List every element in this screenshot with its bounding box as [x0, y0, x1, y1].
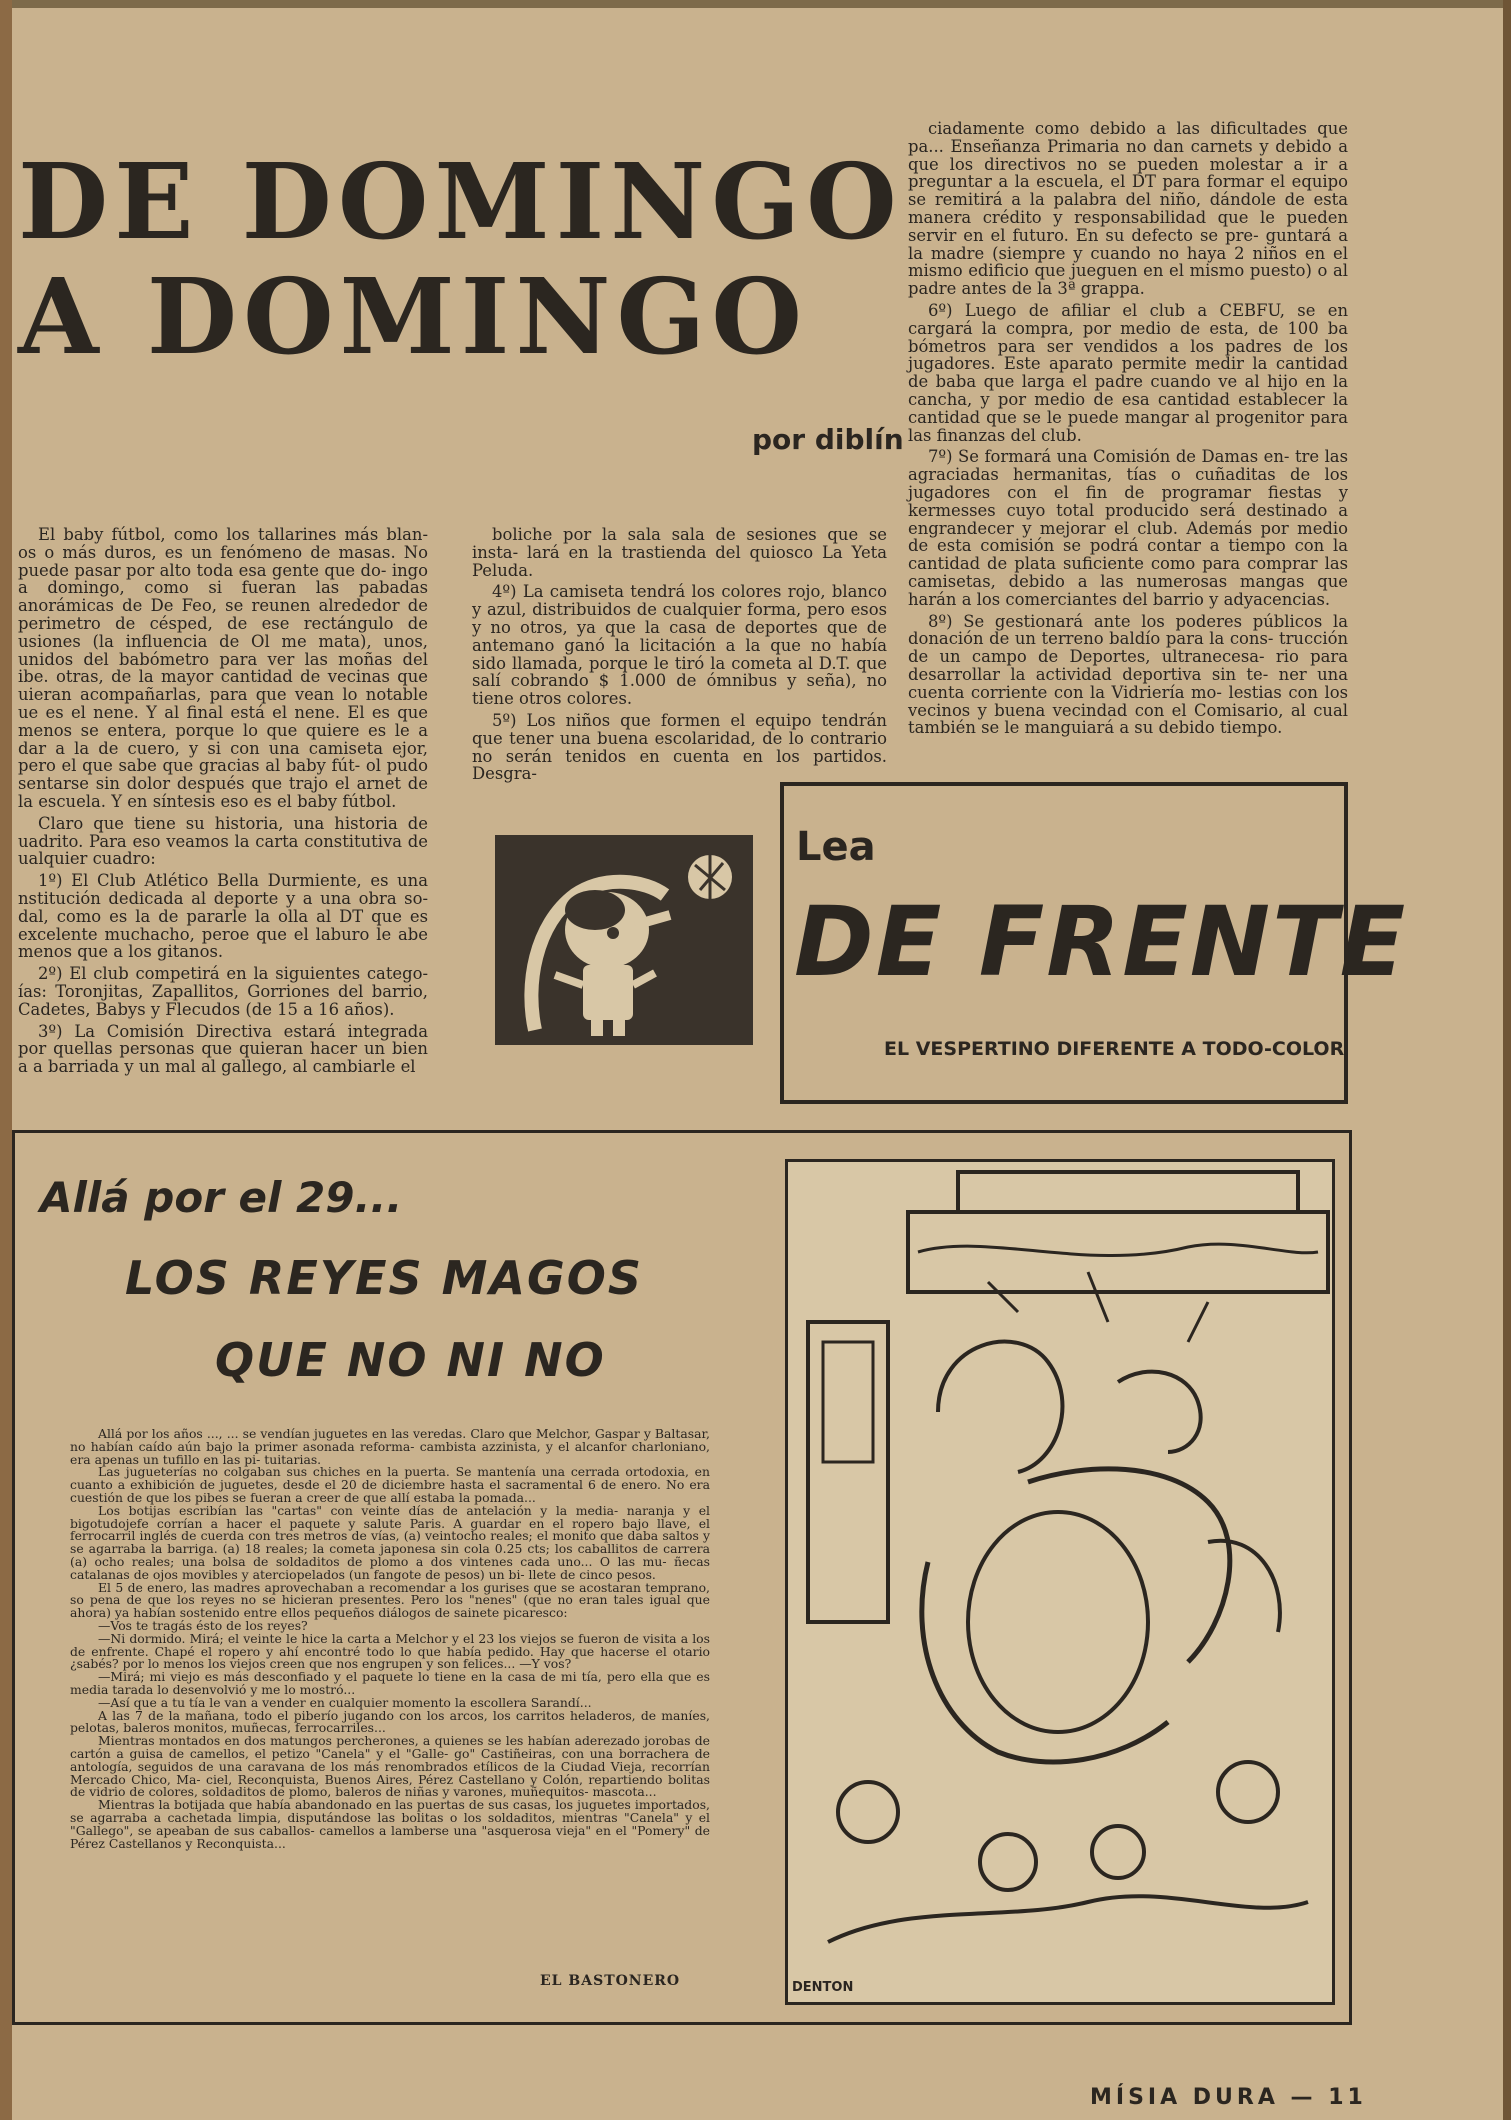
ad-cartoon-illustration — [495, 835, 753, 1045]
paragraph: ciadamente como debido a las dificultades que pa... Enseñanza Primaria no dan carnets y debido a que los directivos no se pueden molestar a ir a preguntar a la escuela, el DT para formar el equipo se remitirá a la palabra del niño, dándole de esta manera crédito y responsabilidad que le pueden servir en el futuro. En su defecto se pre- guntará a la madre (siempre y cuando no haya 2 niños en el mismo edificio que jueguen en el mismo puesto) o al padre antes de la 3ª grappa. — [908, 119, 1348, 299]
paragraph: 1º) El Club Atlético Bella Durmiente, es una nstitución dedicada al deporte y a una obra so- dal, como es la de pararle la olla al DT que es excelente muchacho, peroe que el laburo le abe menos que a los gitanos. — [18, 871, 428, 962]
ad-subtitle: EL VESPERTINO DIFERENTE A TODO-COLOR — [884, 1038, 1345, 1060]
article-column-1 — [18, 526, 428, 1080]
paragraph: A las 7 de la mañana, todo el piberío jugando con los arcos, los carritos heladeros, de maníes, pelotas, baleros monitos, muñecas, ferrocarriles... — [70, 1707, 710, 1736]
paragraph: —Mirá; mi viejo es más desconfiado y el paquete lo tiene en la casa de mi tía, pero ella que es media tarada lo desenvolvió y me lo mostró... — [70, 1669, 710, 1697]
paragraph: boliche por la sala sala de sesiones que se insta- lará en la trastienda del quiosco La Yeta Peluda. — [472, 525, 887, 580]
paragraph: 2º) El club competirá en la siguientes catego- ías: Toronjitas, Zapallitos, Gorriones del barrio, Cadetes, Babys y Flecudos (de 15 a 16 años). — [18, 964, 428, 1019]
illustration-signature: DENTON — [792, 1980, 854, 1995]
paragraph: 5º) Los niños que formen el equipo tendrán que tener una buena escolaridad, de lo contrario no serán tenidos en cuenta en los partidos. Desgra- — [472, 710, 887, 784]
story-title-line-2: QUE NO NI NO — [215, 1333, 606, 1387]
page-right-edge — [1503, 0, 1511, 2120]
reyes-magos-illustration-icon — [788, 1162, 1332, 2002]
paragraph: 8º) Se gestionará ante los poderes públicos la donación de un terreno baldío para la cons- trucción de un campo de Deportes, ultranecesa- rio para desarrollar la actividad deportiva sin te- ner una cuenta corriente con la Vidriería mo- lestias con los vecinos y buena vecindad con el Comisario, al cual también se le manguiará a su debido tiempo. — [908, 611, 1348, 738]
paragraph: 6º) Luego de afiliar el club a CEBFU, se en cargará la compra, por medio de esta, de 100 ba bómetros para ser vendidos a los padres de los jugadores. Este aparato permite medir la cantidad de baba que larga el padre cuando ve al hijo en la cancha, y por medio de esa cantidad establecer la cantidad que se le puede mangar al progenitor para las finanzas del club. — [908, 300, 1348, 445]
ad-lea-label: Lea — [796, 824, 876, 870]
story-illustration — [785, 1159, 1335, 2005]
story-kicker: Allá por el 29... — [40, 1173, 403, 1222]
byline: por diblín — [752, 423, 904, 456]
paragraph: El baby fútbol, como los tallarines más blan- os o más duros, es un fenómeno de masas. No puede pasar por alto toda esa gente que do- ingo a domingo, como si fueran las pabadas anorámicas de De Feo, se reunen alrededor de perimetro de césped, de ese rectángulo de usiones (la influencia de Ol me mata), unos, unidos del babómetro para ver las moñas del ibe. otras, de la mayor cantidad de vecinas que uieran acompañarlas, para que vean lo notable ue es el nene. Y al final está el nene. El es que menos se entera, porque lo que quiere es le a dar a la de cuero, y si con una camiseta ejor, pero el que sabe que gracias al baby fút- ol pudo sentarse sin dolor después que trajo el arnet de la escuela. Y en síntesis eso es el baby fútbol. — [18, 525, 428, 811]
story-signature: EL BASTONERO — [540, 1973, 681, 1989]
headline-line-1: DE DOMINGO — [18, 140, 903, 263]
paragraph: —Ni dormido. Mirá; el veinte le hice la carta a Melchor y el 23 los viejos se fueron de visita a los de enfrente. Chapé el ropero y ahí encontré todo lo que había pedido. Hay que hacerse el otario ¿sabés? por lo menos los viejos creen que nos engrupen y son felices... —Y vos? — [70, 1630, 710, 1672]
ad-title: DE FRENTE — [794, 886, 1408, 998]
cartoon-figure-icon — [495, 835, 753, 1045]
paragraph: 4º) La camiseta tendrá los colores rojo, blanco y azul, distribuidos de cualquier forma, pero esos y no otros, ya que la casa de deportes que de antemano ganó la licitación a la que no había sido llamada, porque le tiró la cometa al D.T. que salí cobrando $ 1.000 de ómnibus y seña), no tiene otros colores. — [472, 582, 887, 709]
page-footer: MÍSIA DURA — 11 — [1090, 2085, 1367, 2110]
paragraph: Los botijas escribían las "cartas" con veinte días de antelación y la media- naranja y el bigotudojefe corrían a hacer el paquete y salute Paris. A guardar en el ropero bajo llave, el ferrocarril inglés de cuerda con tres metros de vías, (a) veintocho reales; el monito que daba saltos y se agarraba la barriga. (a) 18 reales; la cometa japonesa sin cola 0.25 cts; los caballitos de carrera (a) ocho reales; una bolsa de soldaditos de plomo a dos vintenes cada uno... O las mu- ñecas catalanas de ojos movibles y aterciopelados (un fangote de pesos) un bi- llete de cinco pesos. — [70, 1502, 710, 1582]
paragraph: Allá por los años ..., ... se vendían juguetes en las veredas. Claro que Melchor, Gaspar y Baltasar, no habían caído aún bajo la primer asonada reforma- cambista azzinista, y el alcanfor charloniano, era apenas un tufillo en las pi- tuitarias. — [70, 1426, 710, 1467]
story-box — [12, 1130, 1352, 2025]
article-column-3 — [908, 120, 1348, 741]
story-title-line-1: LOS REYES MAGOS — [125, 1251, 644, 1305]
paragraph: 3º) La Comisión Directiva estará integrada por quellas personas que quieran hacer un bien a a barriada y un mal al gallego, al cambiarle el — [18, 1021, 428, 1077]
article-column-2 — [472, 526, 887, 787]
page-binding-edge — [0, 0, 12, 2120]
paragraph: —Así que a tu tía le van a vender en cualquier momento la escollera Sarandí... — [98, 1694, 592, 1710]
paragraph: Mientras montados en dos matungos percherones, a quienes se les habían aderezado jorobas de cartón a guisa de camellos, el petizo "Canela" y el "Galle- go" Castiñeiras, con una borrachera de antología, seguidos de una caravana de los más renombrados etílicos de la Ciudad Vieja, recorrían Mercado Chico, Ma- ciel, Reconquista, Buenos Aires, Pérez Castellano y Colón, repartiendo bolitas de vidrio de colores, soldaditos de plomo, baleros de niñas y varones, muñequitos- mascota... — [70, 1733, 710, 1800]
page-top-edge — [0, 0, 1511, 8]
paragraph: 7º) Se formará una Comisión de Damas en- tre las agraciadas hermanitas, tías o cuñaditas de los jugadores con el fin de programar fiestas y kermesses cuyo total producido será destinado a engrandecer y mejorar el club. Además por medio de esta comisión se podrá contar a tiempo con la cantidad de plata suficiente como para comprar las camisetas, debido a las numerosas mangas que harán a los comerciantes del barrio y adyacencias. — [908, 447, 1348, 609]
story-text — [70, 1428, 710, 1850]
headline-line-2: A DOMINGO — [18, 255, 808, 378]
ad-de-frente — [780, 782, 1408, 1104]
paragraph: El 5 de enero, las madres aprovechaban a recomendar a los gurises que se acostaran temprano, so pena de que los reyes no se hicieran presentes. Pero los "nenes" (que no eran tales igual que ahora) ya habían sostenido entre ellos pequeños diálogos de sainete picaresco: — [70, 1579, 710, 1621]
paragraph: Las jugueterías no colgaban sus chiches en la puerta. Se mantenía una cerrada ortodoxia, en cuanto a exhibición de juguetes, desde el 20 de diciembre hasta el sacramental 6 de enero. No era cuestión de que los pibes se fueran a creer de que allí estaba la pomada... — [70, 1464, 710, 1505]
paragraph: Claro que tiene su historia, una historia de uadrito. Para eso veamos la carta constitutiva de ualquier cuadro: — [18, 813, 428, 869]
paragraph: Mientras la botijada que había abandonado en las puertas de sus casas, los juguetes importados, se agarraba a cachetada limpia, disputándose las bolitas o los soldaditos, mientras "Canela" y el "Gallego", se apeaban de sus caballos- camellos a lamberse una "asquerosa vieja" en el "Pomery" de Pérez Castellanos y Reconquista... — [70, 1797, 710, 1851]
paragraph: —Vos te tragás ésto de los reyes? — [98, 1617, 308, 1633]
